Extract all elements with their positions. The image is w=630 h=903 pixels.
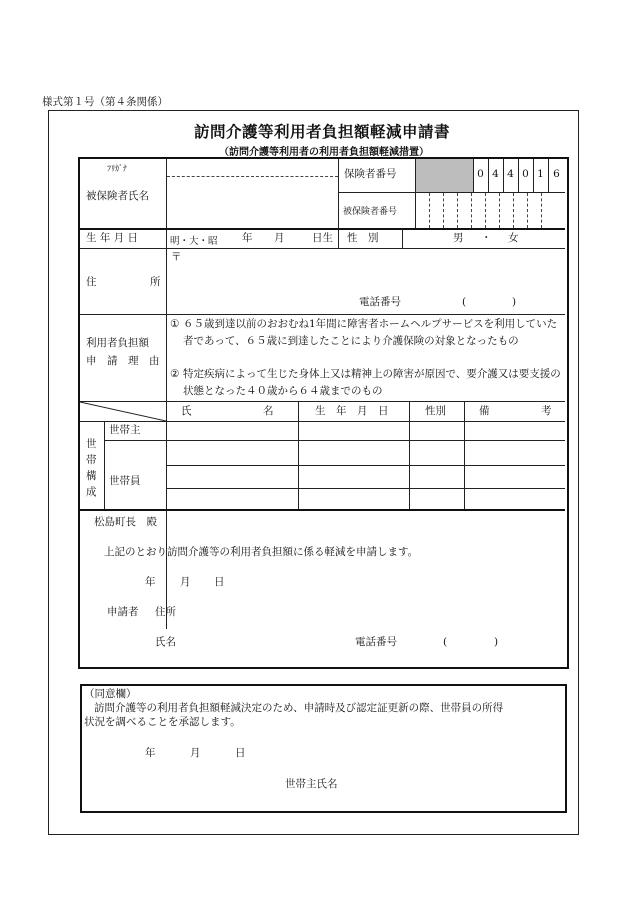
era-options: 明・大・昭 [170,236,218,247]
insurer-digit: 0 [522,168,529,180]
consent-month: 月 [190,747,201,759]
applicant-address-label: 住所 [155,606,176,618]
sex-male: 男 [453,232,464,244]
consent-day: 日 [235,747,246,759]
consent-year: 年 [145,747,156,759]
form-subtitle: （訪問介護等利用者の利用者負担額軽減措置） [219,147,429,158]
form-number: 様式第１号（第４条関係） [42,96,168,108]
reason-label: 申 請 理 由 [86,355,160,367]
table-row-divider [80,421,565,422]
col-note-header: 備 [479,405,490,417]
insured-number-cell [471,193,472,228]
insurer-digit: 1 [537,168,544,180]
insured-number-cell [485,193,486,228]
insured-number-cell [429,193,430,228]
col-name-header: 名 [263,405,274,417]
row-divider [80,314,565,315]
reason-1-mark: ① [170,318,180,330]
header-diagonal [80,402,166,421]
applicant-phone-paren-open: ( [443,636,448,648]
reason-1-text: ６５歳到達以前のおおむね1年間に障害者ホームヘルプサービスを利用していた者であって、６５歳に到達したことにより介護保険の対象となったもの [183,318,558,347]
birth-sex-divider [338,229,339,248]
phone-paren-open: ( [462,296,467,308]
sex-label: 性 別 [347,232,379,244]
applicant-name-label: 氏名 [155,636,176,648]
table-row-divider [105,440,565,441]
applicant-phone-paren-close: ) [494,636,499,648]
side-label-divider [104,421,105,510]
birth-month: 月 [274,232,285,244]
form-title: 訪問介護等利用者負担額軽減申請書 [194,122,451,141]
birth-day: 日生 [312,232,333,244]
householder-signature-label: 世帯主氏名 [285,778,338,790]
insured-number-cell [541,193,542,228]
insurer-number-label: 保険者番号 [344,168,397,180]
col-sex-header: 性別 [425,405,446,417]
application-day: 日 [214,576,225,588]
birthdate-label: 生 年 月 日 [86,232,139,244]
applicant-phone-label: 電話番号 [355,636,397,648]
table-bottom [80,509,565,511]
col-note-header: 考 [541,405,552,417]
phone-label: 電話番号 [359,296,401,308]
insured-number-cell [527,193,528,228]
insured-number-cell [513,193,514,228]
consent-text: 訪問介護等の利用者負担額軽減決定のため、申請時及び認定証更新の際、世帯員の所得 [94,702,504,714]
phone-paren-close: ) [512,296,517,308]
consent-text: 状況を調べることを承認します。 [84,716,241,728]
birth-year: 年 [242,232,253,244]
table-row-divider [167,488,565,489]
address-label: 所 [150,276,161,288]
application-month: 月 [180,576,191,588]
application-year: 年 [145,576,156,588]
household-side-label: 世 [86,438,97,450]
reason-label: 利用者負担額 [86,337,149,349]
address-label: 住 [86,276,97,288]
col-divider [409,402,410,510]
household-side-label: 構 [86,470,97,482]
row-divider [80,228,565,230]
col-divider [298,402,299,510]
insured-number-cell [499,193,500,228]
sex-female: 女 [508,232,519,244]
sex-divider [402,229,403,248]
col-birthdate-header: 生 年 月 日 [315,405,389,417]
insured-number-cell [443,193,444,228]
household-head-label: 世帯主 [109,424,141,436]
furigana-divider [167,176,338,177]
household-member-label: 世帯員 [109,475,141,487]
insurer-digit: 4 [492,168,499,180]
applicant-label: 申請者 [107,606,139,618]
reason-2-text: 特定疾病によって生じた身体上又は精神上の障害が原因で、要介護又は要支援の状態となった４０歳から６４歳までのもの [183,368,561,397]
sex-separator: ・ [481,232,492,244]
col-name-header: 氏 [181,405,192,417]
insurer-digit: 4 [507,168,514,180]
postal-mark: 〒 [171,251,182,263]
name-divider [338,159,339,228]
furigana-label: ﾌﾘｶﾞﾅ [107,164,127,173]
consent-heading: （同意欄） [84,688,137,700]
insurer-digit: 6 [553,168,560,180]
insured-number-cell [457,193,458,228]
insurer-digit: 0 [477,168,484,180]
table-row-divider [167,465,565,466]
insured-number-label: 被保険者番号 [343,207,398,217]
reason-2-mark: ② [170,368,180,380]
addressee: 松島町長 殿 [94,516,157,528]
insured-name-label: 被保険者氏名 [86,190,149,202]
row-divider [80,248,565,249]
col-divider [464,402,465,510]
insurer-number-shaded [416,159,473,192]
household-side-label: 成 [86,486,97,498]
household-side-label: 帯 [86,454,97,466]
application-statement: 上記のとおり訪問介護等の利用者負担額に係る軽減を申請します。 [104,546,419,558]
number-row-divider [339,192,565,193]
